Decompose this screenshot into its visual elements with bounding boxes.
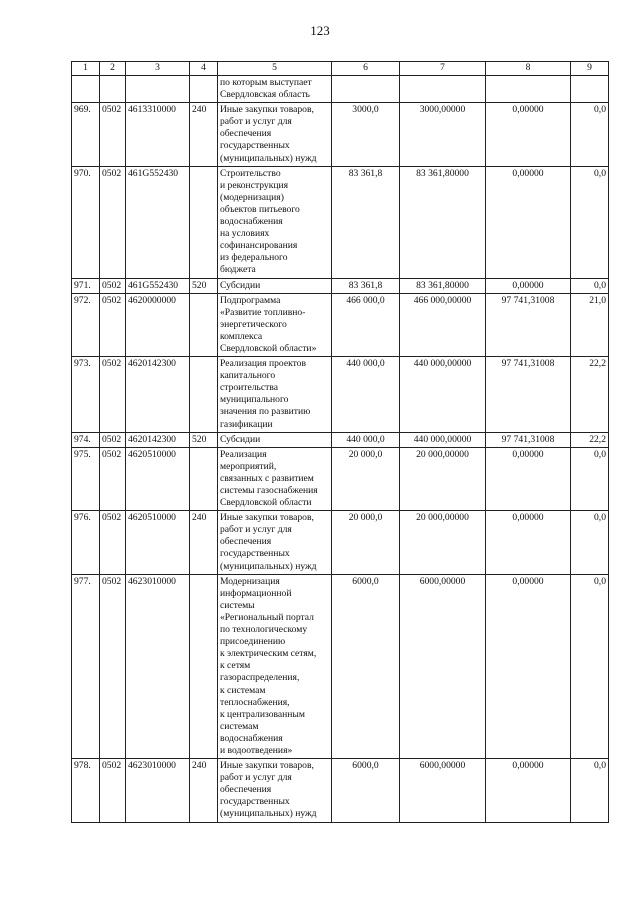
section-code-cell — [100, 76, 126, 103]
approved-amount-cell: 83 361,8 — [332, 278, 400, 293]
table-row — [72, 357, 609, 433]
executed-amount-cell: 0,00000 — [486, 511, 571, 574]
executed-amount-cell: 0,00000 — [486, 278, 571, 293]
row-number-cell: 971. — [72, 278, 100, 293]
section-code-cell: 0502 — [100, 103, 126, 166]
row-number-cell: 970. — [72, 166, 100, 278]
row-number-cell: 973. — [72, 357, 100, 433]
row-number-cell: 975. — [72, 447, 100, 510]
header-row — [72, 62, 609, 76]
executed-amount-cell: 0,00000 — [486, 103, 571, 166]
allocated-amount-cell: 20 000,00000 — [400, 447, 486, 510]
approved-amount-cell — [332, 76, 400, 103]
approved-amount-cell: 440 000,0 — [332, 357, 400, 433]
allocated-amount-cell: 83 361,80000 — [400, 278, 486, 293]
column-header: 4 — [190, 62, 218, 76]
executed-amount-cell — [486, 76, 571, 103]
section-code-cell: 0502 — [100, 166, 126, 278]
approved-amount-cell: 3000,0 — [332, 103, 400, 166]
budget-table — [71, 61, 609, 823]
item-name-cell: Иные закупки товаров, работ и услуг для обеспечения государственных (муниципальных) нужд — [218, 759, 332, 822]
expense-type-cell — [190, 574, 218, 758]
item-name-cell: Субсидии — [218, 432, 332, 447]
percent-cell: 0,0 — [571, 574, 609, 758]
executed-amount-cell: 0,00000 — [486, 574, 571, 758]
section-code-cell: 0502 — [100, 357, 126, 433]
percent-cell: 0,0 — [571, 447, 609, 510]
percent-cell: 0,0 — [571, 166, 609, 278]
row-number-cell — [72, 76, 100, 103]
percent-cell — [571, 76, 609, 103]
item-name-cell: Подпрограмма «Развитие топливно- энергетического комплекса Свердловской области» — [218, 293, 332, 356]
executed-amount-cell: 97 741,31008 — [486, 357, 571, 433]
percent-cell: 0,0 — [571, 759, 609, 822]
table-row — [72, 432, 609, 447]
expense-type-cell: 240 — [190, 103, 218, 166]
percent-cell: 22,2 — [571, 432, 609, 447]
allocated-amount-cell: 440 000,00000 — [400, 357, 486, 433]
percent-cell: 0,0 — [571, 103, 609, 166]
row-number-cell: 969. — [72, 103, 100, 166]
approved-amount-cell: 6000,0 — [332, 574, 400, 758]
item-name-cell: Иные закупки товаров, работ и услуг для обеспечения государственных (муниципальных) нужд — [218, 103, 332, 166]
section-code-cell: 0502 — [100, 293, 126, 356]
target-article-cell: 4620142300 — [126, 357, 190, 433]
table-row — [72, 759, 609, 822]
target-article-cell: 461G552430 — [126, 166, 190, 278]
table-row — [72, 574, 609, 758]
table-row — [72, 278, 609, 293]
table-body — [72, 76, 609, 823]
expense-type-cell — [190, 447, 218, 510]
allocated-amount-cell: 6000,00000 — [400, 759, 486, 822]
expense-type-cell — [190, 76, 218, 103]
row-number-cell: 976. — [72, 511, 100, 574]
executed-amount-cell: 0,00000 — [486, 447, 571, 510]
target-article-cell: 4620000000 — [126, 293, 190, 356]
allocated-amount-cell: 440 000,00000 — [400, 432, 486, 447]
section-code-cell: 0502 — [100, 432, 126, 447]
column-header: 1 — [72, 62, 100, 76]
table-row — [72, 166, 609, 278]
allocated-amount-cell: 466 000,00000 — [400, 293, 486, 356]
column-header: 9 — [571, 62, 609, 76]
target-article-cell: 4620510000 — [126, 447, 190, 510]
executed-amount-cell: 97 741,31008 — [486, 293, 571, 356]
percent-cell: 0,0 — [571, 278, 609, 293]
table-row — [72, 293, 609, 356]
allocated-amount-cell: 20 000,00000 — [400, 511, 486, 574]
column-header: 3 — [126, 62, 190, 76]
item-name-cell: Модернизация информационной системы «Региональный портал по технологическому присоединению к электрическим сетям, к сетям газораспределения, к системам теплоснабжения, к централизованным системам водоснабжения и водоотведения» — [218, 574, 332, 758]
row-number-cell: 978. — [72, 759, 100, 822]
section-code-cell: 0502 — [100, 447, 126, 510]
expense-type-cell: 240 — [190, 511, 218, 574]
target-article-cell: 4623010000 — [126, 574, 190, 758]
percent-cell: 22,2 — [571, 357, 609, 433]
expense-type-cell — [190, 357, 218, 433]
item-name-cell: Строительство и реконструкция (модернизация) объектов питьевого водоснабжения на условиях софинансирования из федерального бюджета — [218, 166, 332, 278]
item-name-cell: по которым выступает Свердловская область — [218, 76, 332, 103]
row-number-cell: 974. — [72, 432, 100, 447]
executed-amount-cell: 0,00000 — [486, 166, 571, 278]
item-name-cell: Реализация проектов капитального строительства муниципального значения по развитию газификации — [218, 357, 332, 433]
target-article-cell: 4623010000 — [126, 759, 190, 822]
section-code-cell: 0502 — [100, 759, 126, 822]
approved-amount-cell: 6000,0 — [332, 759, 400, 822]
allocated-amount-cell — [400, 76, 486, 103]
target-article-cell: 4613310000 — [126, 103, 190, 166]
table-row — [72, 447, 609, 510]
item-name-cell: Субсидии — [218, 278, 332, 293]
column-header: 6 — [332, 62, 400, 76]
expense-type-cell — [190, 293, 218, 356]
target-article-cell: 461G552430 — [126, 278, 190, 293]
table-row — [72, 511, 609, 574]
column-header: 8 — [486, 62, 571, 76]
approved-amount-cell: 466 000,0 — [332, 293, 400, 356]
executed-amount-cell: 97 741,31008 — [486, 432, 571, 447]
allocated-amount-cell: 83 361,80000 — [400, 166, 486, 278]
column-header: 2 — [100, 62, 126, 76]
percent-cell: 0,0 — [571, 511, 609, 574]
row-number-cell: 977. — [72, 574, 100, 758]
item-name-cell: Иные закупки товаров, работ и услуг для обеспечения государственных (муниципальных) нужд — [218, 511, 332, 574]
expense-type-cell: 520 — [190, 278, 218, 293]
section-code-cell: 0502 — [100, 278, 126, 293]
approved-amount-cell: 83 361,8 — [332, 166, 400, 278]
approved-amount-cell: 440 000,0 — [332, 432, 400, 447]
page-number: 123 — [310, 23, 330, 38]
target-article-cell: 4620142300 — [126, 432, 190, 447]
approved-amount-cell: 20 000,0 — [332, 447, 400, 510]
section-code-cell: 0502 — [100, 574, 126, 758]
allocated-amount-cell: 3000,00000 — [400, 103, 486, 166]
approved-amount-cell: 20 000,0 — [332, 511, 400, 574]
column-header: 7 — [400, 62, 486, 76]
expense-type-cell — [190, 166, 218, 278]
table-row — [72, 76, 609, 103]
executed-amount-cell: 0,00000 — [486, 759, 571, 822]
item-name-cell: Реализация мероприятий, связанных с развитием системы газоснабжения Свердловской области — [218, 447, 332, 510]
target-article-cell: 4620510000 — [126, 511, 190, 574]
target-article-cell — [126, 76, 190, 103]
expense-type-cell: 240 — [190, 759, 218, 822]
percent-cell: 21,0 — [571, 293, 609, 356]
expense-type-cell: 520 — [190, 432, 218, 447]
row-number-cell: 972. — [72, 293, 100, 356]
column-header: 5 — [218, 62, 332, 76]
allocated-amount-cell: 6000,00000 — [400, 574, 486, 758]
table-row — [72, 103, 609, 166]
section-code-cell: 0502 — [100, 511, 126, 574]
